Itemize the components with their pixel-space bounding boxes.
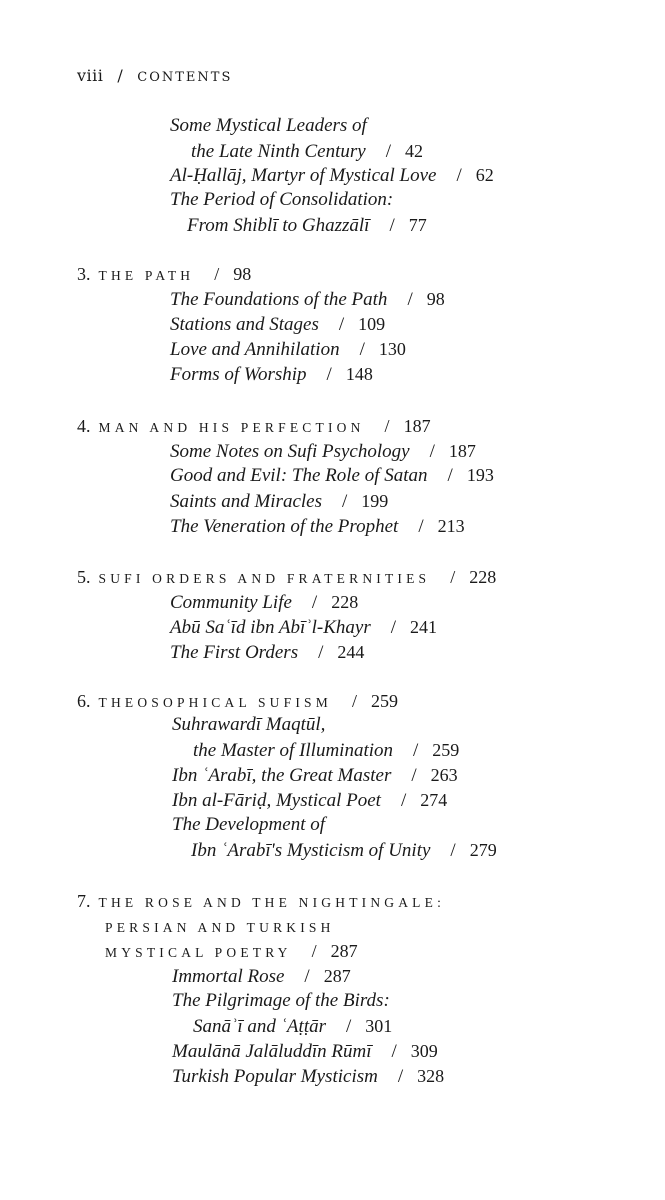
chapter-title: MAN AND HIS PERFECTION	[98, 420, 365, 435]
page-number: 98	[426, 289, 445, 309]
section-entry	[170, 313, 385, 336]
page-number: 263	[430, 765, 458, 785]
page-number: 42	[404, 141, 423, 161]
section-entry	[170, 338, 406, 361]
section-title: The Veneration of the Prophet	[170, 516, 399, 537]
section-entry	[172, 714, 325, 736]
page-number: 241	[410, 617, 437, 637]
section-entry	[172, 1040, 438, 1063]
chapter-title: THE PATH	[98, 268, 195, 283]
section-title: The Period of Consolidation:	[170, 189, 394, 210]
section-title: Love and Annihilation	[170, 339, 340, 360]
page-separator: /	[359, 339, 365, 360]
page-separator: /	[385, 141, 391, 162]
page-separator: /	[311, 941, 317, 961]
section-entry	[170, 189, 393, 211]
page-separator: /	[447, 465, 453, 486]
section-entry	[187, 214, 427, 237]
chapter-entry	[105, 915, 335, 939]
section-title: From Shiblī to Ghazzālī	[187, 215, 370, 236]
section-title: Ibn al-Fāriḍ, Mystical Poet	[172, 790, 381, 811]
page-separator: /	[351, 691, 357, 711]
chapter-number: 5.	[77, 567, 91, 587]
section-title: the Master of Illumination	[193, 740, 394, 761]
page-separator: /	[391, 1041, 397, 1062]
section-entry	[172, 764, 458, 787]
section-title: Saints and Miracles	[170, 491, 322, 512]
section-title: The Foundations of the Path	[170, 289, 388, 310]
chapter-entry	[77, 690, 398, 714]
chapter-title: SUFI ORDERS AND FRATERNITIES	[98, 571, 431, 586]
page-number: 77	[408, 215, 427, 235]
section-title: Some Mystical Leaders of	[170, 115, 367, 136]
section-entry	[170, 616, 437, 639]
chapter-number: 4.	[77, 416, 91, 436]
page-separator: /	[346, 1016, 352, 1037]
section-entry	[170, 490, 388, 513]
page-separator: /	[311, 592, 318, 613]
section-title: The Development of	[172, 814, 326, 835]
chapter-title: MYSTICAL POETRY	[105, 945, 292, 960]
page-number: 279	[469, 840, 497, 860]
section-title: Forms of Worship	[170, 364, 307, 385]
page-separator: /	[397, 1066, 404, 1087]
section-title: Community Life	[170, 592, 292, 613]
page-separator: /	[413, 740, 419, 761]
section-entry	[170, 591, 358, 614]
page-separator: /	[326, 364, 332, 385]
section-entry	[170, 363, 373, 386]
section-entry	[170, 440, 476, 463]
page-number: 244	[337, 642, 365, 662]
page-number: 193	[466, 465, 494, 485]
section-entry	[170, 288, 445, 311]
chapter-entry	[77, 415, 431, 439]
section-title: Suhrawardī Maqtūl,	[172, 714, 326, 735]
page-separator: /	[318, 642, 324, 663]
section-title: Ibn ʿArabī, the Great Master	[172, 765, 392, 786]
page-number: 228	[469, 567, 497, 587]
section-entry	[172, 965, 351, 988]
chapter-entry	[105, 940, 358, 964]
page-separator: /	[389, 215, 395, 236]
page-number: 98	[233, 264, 252, 284]
section-entry	[193, 739, 459, 762]
section-entry	[170, 641, 364, 664]
page-number: 199	[361, 491, 389, 511]
section-title: the Late Ninth Century	[191, 141, 366, 162]
section-title: Stations and Stages	[170, 314, 319, 335]
chapter-number: 6.	[77, 691, 91, 711]
section-title: Good and Evil: The Role of Satan	[170, 465, 428, 486]
page-separator: /	[338, 314, 345, 335]
section-entry	[172, 990, 390, 1012]
page-number: 301	[365, 1016, 393, 1036]
page-separator: /	[342, 491, 348, 512]
section-title: The First Orders	[170, 642, 299, 663]
page-separator: /	[456, 165, 462, 186]
page-separator: /	[384, 416, 390, 436]
page-number: 130	[378, 339, 406, 359]
chapter-title: THE ROSE AND THE NIGHTINGALE:	[98, 895, 446, 910]
section-title: Abū Saʿīd ibn Abīʾl-Khayr	[170, 617, 371, 638]
chapter-number: 3.	[77, 264, 91, 284]
header-separator: /	[117, 66, 124, 85]
chapter-entry	[77, 890, 445, 914]
page-number: 62	[475, 165, 494, 185]
page-separator: /	[304, 966, 310, 987]
page-number: 109	[358, 314, 386, 334]
chapter-title: PERSIAN AND TURKISH	[105, 920, 335, 935]
chapter-entry	[77, 263, 251, 287]
section-entry	[172, 814, 325, 836]
page-number: 148	[345, 364, 373, 384]
page-separator: /	[450, 840, 456, 861]
page-number: 228	[331, 592, 359, 612]
section-title: Turkish Popular Mysticism	[172, 1066, 378, 1087]
section-title: Al-Ḥallāj, Martyr of Mystical Love	[170, 165, 437, 186]
running-header	[77, 66, 232, 85]
page-number: 187	[403, 416, 431, 436]
section-title: Some Notes on Sufi Psychology	[170, 441, 410, 462]
page-number: 187	[448, 441, 476, 461]
page-number: 287	[330, 941, 358, 961]
page-number: 309	[410, 1041, 438, 1061]
section-title: Immortal Rose	[172, 966, 285, 987]
page-separator: /	[390, 617, 396, 638]
page-separator: /	[418, 516, 424, 537]
chapter-entry	[77, 566, 496, 590]
page-number: 274	[420, 790, 448, 810]
page-separator: /	[411, 765, 417, 786]
page-number: 259	[370, 691, 398, 711]
section-title: Ibn ʿArabī's Mysticism of Unity	[191, 840, 431, 861]
page-separator: /	[429, 441, 435, 462]
section-entry	[191, 140, 423, 163]
page-number: 259	[432, 740, 460, 760]
section-entry	[191, 839, 497, 862]
section-entry	[193, 1015, 392, 1038]
section-title: The Pilgrimage of the Birds:	[172, 990, 390, 1011]
section-entry	[172, 789, 447, 812]
section-title: Maulānā Jalāluddīn Rūmī	[172, 1041, 372, 1062]
section-entry	[170, 464, 494, 487]
page-separator: /	[407, 289, 413, 310]
page-separator: /	[214, 264, 220, 284]
section-entry	[170, 515, 465, 538]
page-separator: /	[400, 790, 407, 811]
section-entry	[172, 1065, 444, 1088]
page-separator: /	[450, 567, 456, 587]
page-number: 328	[417, 1066, 445, 1086]
chapter-title: THEOSOPHICAL SUFISM	[98, 695, 332, 710]
section-entry	[170, 115, 367, 137]
chapter-number: 7.	[77, 891, 91, 911]
header-title: CONTENTS	[137, 70, 233, 85]
section-entry	[170, 164, 494, 187]
page-number: 213	[437, 516, 465, 536]
section-title: Sanāʾī and ʿAṭṭār	[193, 1016, 326, 1037]
folio: viii	[77, 66, 104, 85]
page-number: 287	[323, 966, 351, 986]
